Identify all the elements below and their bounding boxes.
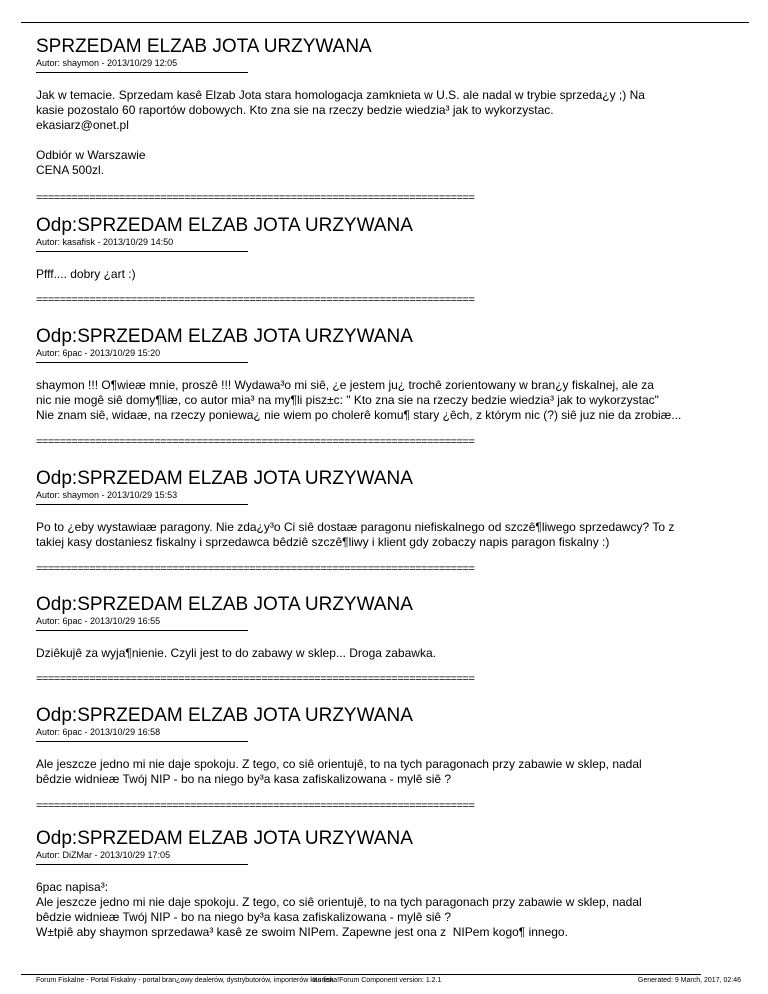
author-divider (36, 630, 248, 631)
post-author: Autor: 6pac - 2013/10/29 16:55 (36, 616, 161, 626)
post-separator: ========================================================================== (36, 564, 475, 575)
top-rule (21, 22, 749, 23)
forum-post (36, 327, 736, 448)
post-author: Autor: 6pac - 2013/10/29 15:20 (36, 348, 161, 358)
post-separator: ========================================================================== (36, 674, 475, 685)
author-divider (36, 504, 248, 505)
post-body: Po to ¿eby wystawiaæ paragony. Nie zda¿y³o Ci siê dostaæ paragonu niefiskalnego od szczê¶liwego sprzedawcy? To z takiej kasy dostaniesz fiskalny i sprzedawca bêdziê szczê¶liwy i klient gdy zobaczy napis paragon fiskalny :) (36, 520, 675, 549)
author-divider (36, 741, 248, 742)
post-title: Odp:SPRZEDAM ELZAB JOTA URZYWANA (36, 326, 413, 347)
post-title: SPRZEDAM ELZAB JOTA URZYWANA (36, 36, 372, 57)
author-divider (36, 251, 248, 252)
post-title: Odp:SPRZEDAM ELZAB JOTA URZYWANA (36, 215, 413, 236)
post-author: Autor: DiZMar - 2013/10/29 17:05 (36, 850, 171, 860)
footer-component-version: Kunena!Forum Component version: 1.2.1 (313, 977, 442, 984)
footer-site-name: Forum Fiskalne - Portal Fiskalny - portal bran¿owy dealerów, dystrybutorów, importerów kas fisk (36, 977, 334, 984)
post-author: Autor: kasafisk - 2013/10/29 14:50 (36, 237, 174, 247)
forum-post (36, 706, 736, 812)
post-author: Autor: shaymon - 2013/10/29 12:05 (36, 58, 178, 68)
author-divider (36, 864, 248, 865)
post-body: 6pac napisa³: Ale jeszcze jedno mi nie daje spokoju. Z tego, co siê orientujê, to na tych paragonach przy zabawie w sklep, nadal bêdzie widnieæ Twój NIP - bo na niego by³a kasa zafiskalizowana - mylê siê ? W±tpiê aby shaymon sprzedawa³ kasê ze swoim NIPem. Zapewne jest ona z NIPem kogo¶ innego. (36, 880, 642, 939)
post-body: Ale jeszcze jedno mi nie daje spokoju. Z tego, co siê orientujê, to na tych paragonach przy zabawie w sklep, nadal bêdzie widnieæ Twój NIP - bo na niego by³a kasa zafiskalizowana - mylê siê ? (36, 757, 642, 786)
author-divider (36, 362, 248, 363)
author-divider (36, 72, 248, 73)
post-title: Odp:SPRZEDAM ELZAB JOTA URZYWANA (36, 828, 413, 849)
post-author: Autor: 6pac - 2013/10/29 16:58 (36, 727, 161, 737)
footer-rule (21, 974, 701, 975)
footer-generated-date: Generated: 9 March, 2017, 02:46 (637, 977, 741, 984)
post-body: Jak w temacie. Sprzedam kasê Elzab Jota stara homologacja zamknieta w U.S. ale nadal w trybie sprzeda¿y ;) Na kasie pozostalo 60 raportów dobowych. Kto zna sie na rzeczy bedzie wiedzia³ jak to wykorzystac. ekasiarz@onet.pl Odbiór w Warszawie CENA 500zl. (36, 88, 645, 177)
post-separator: ========================================================================== (36, 801, 475, 812)
post-author: Autor: shaymon - 2013/10/29 15:53 (36, 490, 178, 500)
forum-post (36, 216, 736, 306)
post-title: Odp:SPRZEDAM ELZAB JOTA URZYWANA (36, 468, 413, 489)
post-title: Odp:SPRZEDAM ELZAB JOTA URZYWANA (36, 705, 413, 726)
post-separator: ========================================================================== (36, 193, 475, 204)
forum-post (36, 37, 736, 204)
forum-post (36, 595, 736, 685)
post-separator: ========================================================================== (36, 437, 475, 448)
forum-post (36, 469, 736, 575)
post-separator: ========================================================================== (36, 295, 475, 306)
post-body: Dziêkujê za wyja¶nienie. Czyli jest to do zabawy w sklep... Droga zabawka. (36, 646, 436, 660)
forum-post (36, 829, 736, 940)
post-title: Odp:SPRZEDAM ELZAB JOTA URZYWANA (36, 594, 413, 615)
post-body: shaymon !!! O¶wieæ mnie, proszê !!! Wydawa³o mi siê, ¿e jestem ju¿ trochê zorientowany w bran¿y fiskalnej, ale za nic nie mogê siê domy¶liæ, co autor mia³ na my¶li pisz±c: " Kto zna sie na rzeczy bedzie wiedzia³ jak to wykorzystac" Nie znam siê, widaæ, na rzeczy poniewa¿ nie wiem po cholerê komu¶ stary ¿êch, z którym nic (?) siê juz nie da zrobiæ... (36, 378, 682, 422)
post-body: Pfff.... dobry ¿art :) (36, 267, 136, 281)
